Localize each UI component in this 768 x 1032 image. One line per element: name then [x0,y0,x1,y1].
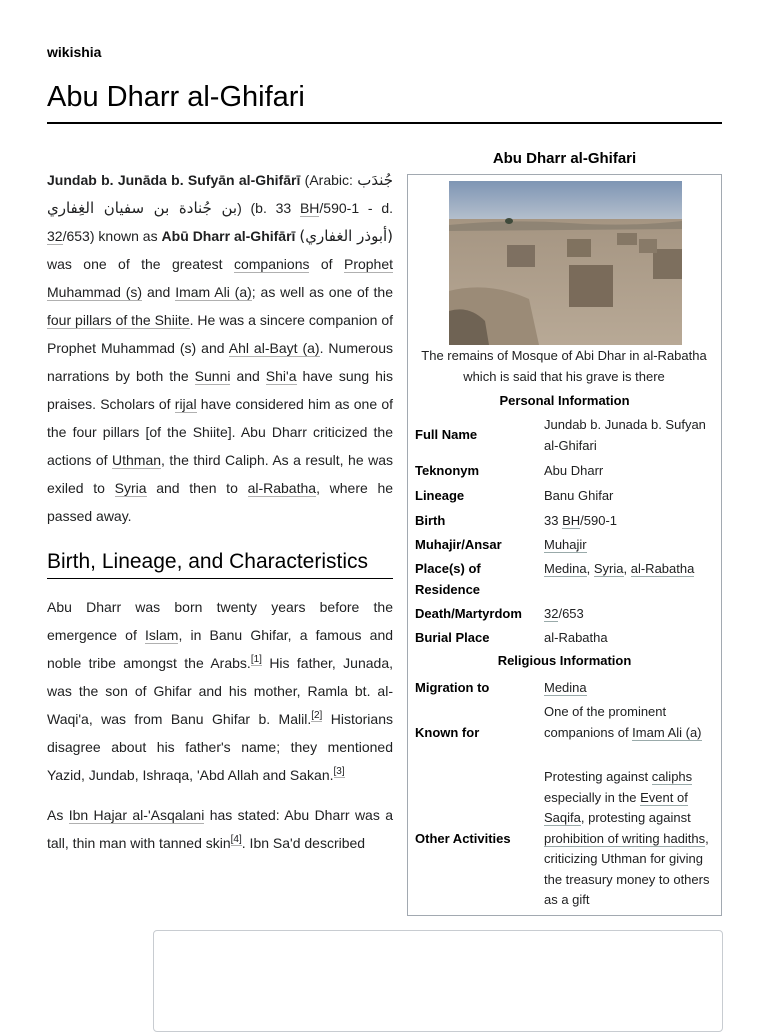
value-burial-place: al-Rabatha [544,630,608,645]
link-companions[interactable]: companions [233,256,310,272]
section-paragraph-1 [47,593,393,789]
value-known-for [544,702,716,743]
page-title: Abu Dharr al-Ghifari [47,81,305,113]
text: of [320,256,333,272]
reference-4 [231,834,242,846]
text: Abu Dharr was born twenty years before the emergence of [47,599,393,643]
text: and [146,284,171,300]
label-burial-place: Burial Place [415,630,490,645]
reference-2 [311,710,322,722]
text: , where he passed away. [47,480,394,524]
value-lineage: Banu Ghifar [544,488,614,503]
text: and [236,368,260,384]
text: has stated: Abu Dharr was a tall, thin man with tanned skin [47,807,393,851]
infobox [407,174,722,916]
link-medina[interactable]: Medina [544,561,587,576]
label-known-for: Known for [415,724,480,740]
link-prophet-muhammad[interactable]: Prophet Muhammad (s) [47,256,394,300]
link-bh[interactable]: BH [299,200,320,216]
text: , protesting against [580,810,691,825]
text: ; as well as one of the [251,284,393,300]
text: , in Banu Ghifar, a famous and noble tribe amongst the Arabs. [47,627,394,671]
link-al-rabatha[interactable]: al-Rabatha [630,561,695,576]
link-rijal[interactable]: rijal [174,396,197,412]
text: /653 [558,606,584,621]
value-full-name: Jundab b. Junada b. Sufyan al-Ghifari [544,417,706,453]
link-imam-ali[interactable]: Imam Ali (a) [175,284,252,300]
link-four-pillars[interactable]: four pillars of the Shiite [47,312,190,328]
intro-paragraph [47,166,393,530]
ruins-photo-illustration [449,181,682,345]
reference-link-4[interactable]: [4] [230,834,242,846]
text: /590-1 - d. [319,200,393,216]
arabic-label: (Arabic: [304,172,353,188]
text: /653) known as [62,228,158,244]
reference-3 [334,766,345,778]
link-prohibition-of-writing-hadiths[interactable]: prohibition of writing hadiths [544,830,706,846]
article-body [47,166,393,869]
link-medina[interactable]: Medina [544,680,587,695]
link-imam-ali[interactable]: Imam Ali (a) [632,724,702,740]
text: and then to [156,480,238,496]
reference-link-3[interactable]: [3] [333,766,345,778]
infobox-row-full-name [408,415,721,456]
text: especially in the [544,789,641,805]
text: , [586,561,594,576]
label-full-name: Full Name [415,427,478,443]
link-death-year[interactable]: 32 [47,228,63,244]
link-ahl-al-bayt[interactable]: Ahl al-Bayt (a) [228,340,320,356]
text: have sung his praises. Scholars of [47,368,394,412]
text: As [47,807,64,823]
group-religious-information: Religious Information [497,653,632,668]
link-death-year[interactable]: 32 [544,606,559,621]
link-syria[interactable]: Syria [593,561,624,576]
reference-1 [251,654,262,666]
text: One of the prominent companions of [544,704,667,740]
section-heading: Birth, Lineage, and Characteristics [47,548,393,579]
label-lineage: Lineage [415,488,465,503]
section-paragraph-2 [47,801,393,857]
mosque-ruins-image[interactable] [449,181,682,345]
infobox-row-known-for [408,702,721,764]
value-death [544,604,716,625]
link-islam[interactable]: Islam [145,627,179,643]
text: . Ibn Sa'd described [241,835,366,851]
link-shia[interactable]: Shi'a [265,368,297,384]
value-muhajir [544,535,716,556]
bottom-empty-box [153,930,723,1032]
label-muhajir-ansar: Muhajir/Ansar [415,537,502,552]
link-event-of-saqifa[interactable]: Event of Saqifa [544,789,688,825]
kunya-arabic: (أبوذر الغفاري) [299,227,394,245]
infobox-row-other-activities [408,767,721,911]
text: ) (b. 33 [237,200,292,216]
title-divider [47,122,722,124]
link-uthman[interactable]: Uthman [112,452,162,468]
value-teknonym: Abu Dharr [544,463,604,478]
value-other-activities [544,767,716,911]
label-birth: Birth [415,513,446,528]
label-death: Death/Martyrdom [415,606,522,621]
link-muhajir[interactable]: Muhajir [544,537,587,552]
kunya: Abū Dharr al-Ghifārī [161,228,296,244]
text: . Numerous narrations by both the [47,340,394,384]
reference-link-1[interactable]: [1] [250,654,262,666]
value-residence [544,559,716,580]
text: Protesting against [544,769,652,784]
image-caption: The remains of Mosque of Abi Dhar in al-Rabatha which is said that his grave is there [421,348,707,384]
text: , [623,561,631,576]
link-bh[interactable]: BH [562,513,581,528]
subject-name: Jundab b. Junāda b. Sufyān al-Ghifārī [47,172,301,188]
label-residence: Place(s) of Residence [415,561,481,597]
label-migration: Migration to [415,680,490,695]
text: /590-1 [580,513,618,528]
link-sunni[interactable]: Sunni [194,368,231,384]
link-al-rabatha[interactable]: al-Rabatha [247,480,317,496]
text: , the third Caliph. As a result, he was exiled to [47,452,393,496]
text: was one of the greatest [47,256,223,272]
link-ibn-hajar[interactable]: Ibn Hajar al-'Asqalani [68,807,205,823]
text: , criticizing Uthman for giving the treasury money to others as a gift [544,830,710,907]
value-migration [544,678,716,699]
reference-link-2[interactable]: [2] [311,710,323,722]
text: have considered him as one of the four pillars [of the Shiite]. Abu Dharr criticized the actions of [47,396,393,468]
infobox-row-residence [408,559,721,600]
link-syria[interactable]: Syria [114,480,147,496]
text: 33 [544,513,563,528]
site-name[interactable]: wikishia [47,44,102,60]
label-other-activities: Other Activities [415,830,511,846]
arabic-name: جُندَب بن جُنادة بن سفيان الغِفاري [47,171,393,217]
text: Historians disagree about his father's name; they mentioned Yazid, Jundab, Ishraqa, 'Abd Allah and Sakan. [47,711,393,783]
text: His father, Junada, was the son of Ghifar and his mother, Ramla bt. al-Waqi'a, was from Banu Ghifar b. Malil. [47,655,394,727]
group-personal-information: Personal Information [499,393,630,408]
infobox-title: Abu Dharr al-Ghifari [492,150,637,167]
value-birth [544,511,716,532]
text: . He was a sincere companion of Prophet Muhammad (s) and [47,312,394,356]
label-teknonym: Teknonym [415,463,480,478]
link-caliphs[interactable]: caliphs [651,769,693,784]
